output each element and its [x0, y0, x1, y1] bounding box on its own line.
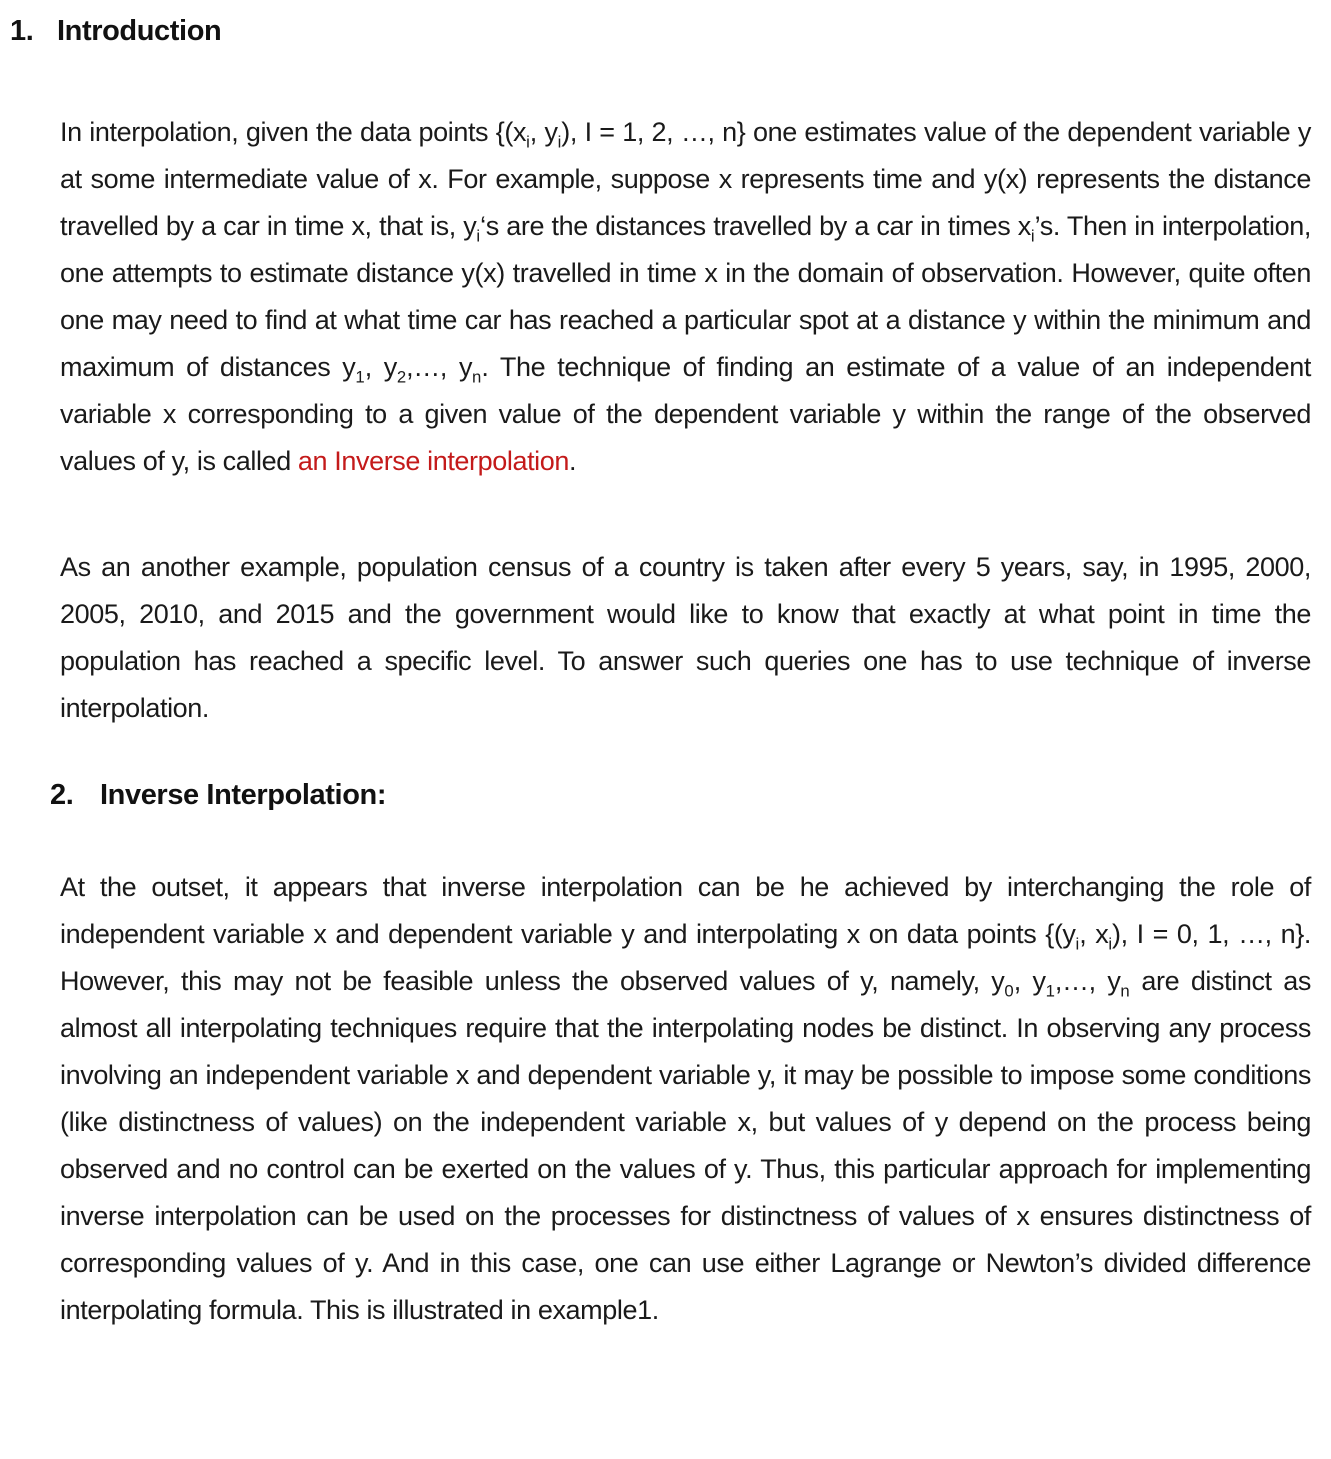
text-run: , x: [1079, 919, 1109, 949]
subscript: i: [1030, 226, 1035, 246]
text-run: ’s. Then in interpolation, one attempts to estimate distance y(x) travelled in time x in the domain of observation. However, quite often one may need to find at what time car has reached a particular spot at a distance y within the minimum and maximum of distances y: [60, 211, 1311, 382]
subscript: i: [526, 132, 530, 152]
text-run: .: [569, 446, 577, 476]
subscript: i: [476, 226, 481, 246]
paragraph-interpolation-intro: [60, 109, 1311, 485]
section-2-heading: [50, 772, 1311, 819]
section-1-title: Introduction: [57, 15, 222, 47]
subscript: n: [472, 367, 482, 387]
subscript: 1: [355, 367, 365, 387]
text-run: At the outset, it appears that inverse interpolation can be he achieved by interchanging the role of independent variable x and dependent variable y and interpolating x on data points {(y: [60, 872, 1311, 949]
section-2-number: 2.: [50, 779, 74, 811]
text-run: ,…, y: [406, 352, 473, 382]
subscript: 1: [1045, 981, 1055, 1001]
paragraph-inverse-interpolation-discussion: [60, 864, 1311, 1334]
text-run: are distinct as almost all interpolating techniques require that the interpolating nodes be distinct. In observing any process involving an independent variable x and dependent variable y, it may be possible to impose some conditions (like distinctness of values) on the independent variable x, but values of y depend on the process being observed and no control can be exerted on the values of y. Thus, this particular approach for implementing inverse interpolation can be used on the processes for distinctness of values of x ensures distinctness of corresponding values of y. And in this case, one can use either Lagrange or Newton’s divided difference interpolating formula. This is illustrated in example1.: [60, 966, 1311, 1325]
paragraph-census-example: [60, 544, 1311, 732]
text-run: In interpolation, given the data points {(x: [60, 117, 527, 147]
text-run: ‘s are the distances travelled by a car in times x: [480, 211, 1031, 241]
section-2-title: Inverse Interpolation:: [100, 779, 387, 811]
subscript: i: [1075, 934, 1080, 954]
subscript: 2: [396, 367, 407, 387]
text-run: ,…, y: [1054, 966, 1121, 996]
subscript: 0: [1004, 981, 1014, 1001]
subscript: n: [1120, 981, 1130, 1001]
red-emphasis-text: an Inverse interpolation: [297, 446, 570, 476]
text-run: , y: [1013, 966, 1046, 996]
section-1-heading: [10, 8, 1311, 55]
subscript: i: [557, 132, 562, 152]
subscript: i: [1108, 934, 1113, 954]
text-run: , y: [364, 352, 397, 382]
text-run: As an another example, population census of a country is taken after every 5 years, say, in 1995, 2000, 2005, 2010, and 2015 and the government would like to know that exactly at what point in time the population has reached a specific level. To answer such queries one has to use technique of inverse interpolation.: [60, 552, 1311, 723]
text-run: ), I = 0, 1, …, n}. However, this may not be feasible unless the observed values of y, namely, y: [60, 919, 1311, 996]
text-run: ), I = 1, 2, …, n} one estimates value of the dependent variable y at some intermediate value of x. For example, suppose x represents time and y(x) represents the distance travelled by a car in time x, that is, y: [60, 117, 1311, 241]
text-run: . The technique of finding an estimate of a value of an independent variable x corresponding to a given value of the dependent variable y within the range of the observed values of y, is called: [60, 352, 1311, 476]
section-1-number: 1.: [10, 15, 34, 47]
text-run: , y: [529, 117, 558, 147]
